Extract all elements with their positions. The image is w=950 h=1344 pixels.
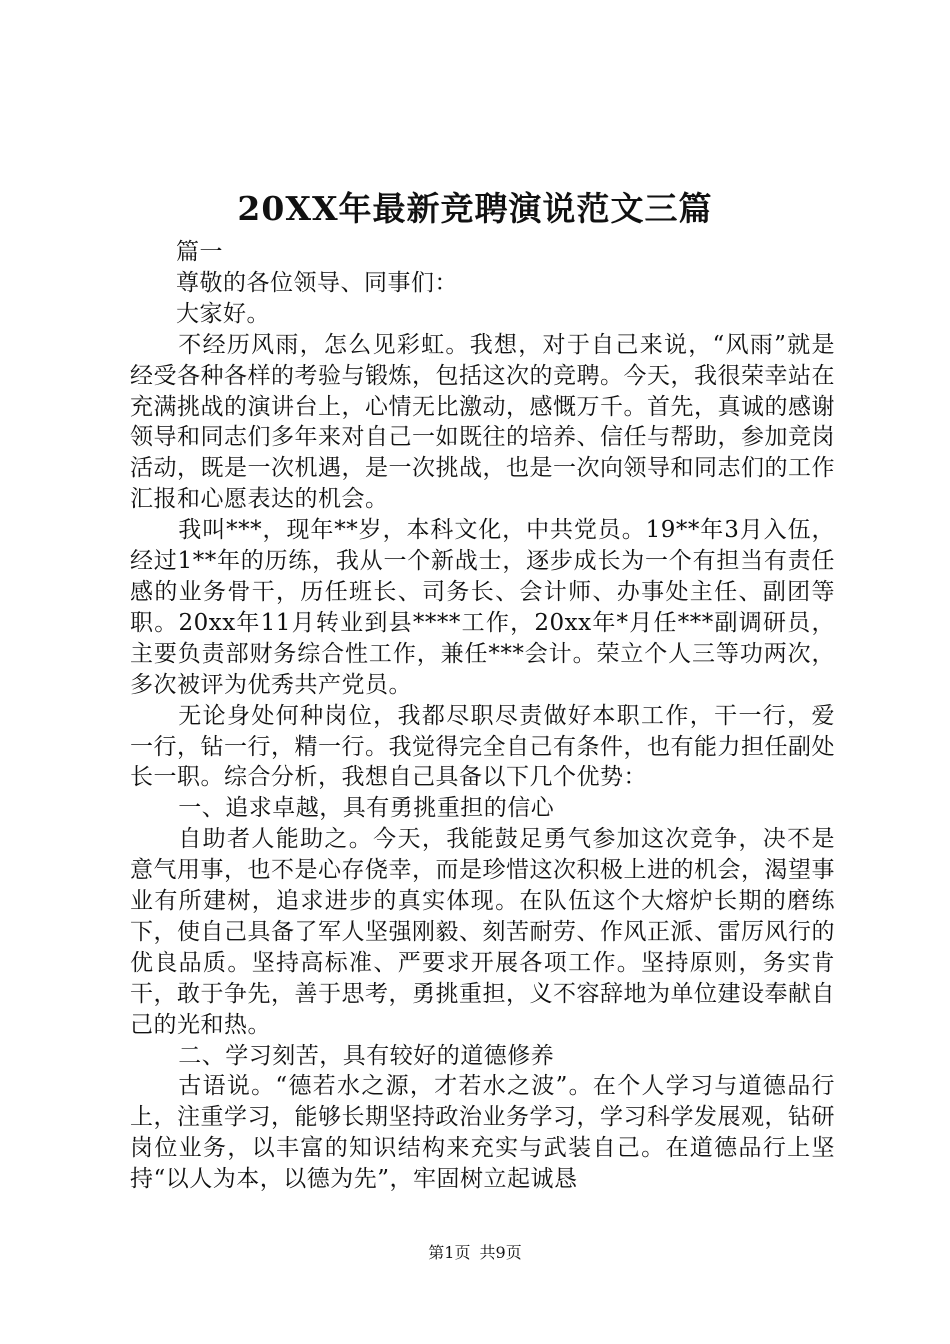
section-heading: 一、追求卓越，具有勇挑重担的信心 (178, 795, 555, 822)
salutation: 尊敬的各位领导、同事们： (176, 269, 458, 296)
body-paragraph: 无论身处何种岗位，我都尽职尽责做好本职工作，干一行，爱一行，钻一行，精一行。我觉得完全自己有条件，也有能力担任副处长一职。综合分析，我想自己具备以下几个优势： (130, 702, 835, 791)
greeting: 大家好。 (176, 300, 270, 327)
page-footer (0, 1242, 950, 1264)
body-paragraph: 自助者人能助之。今天，我能鼓足勇气参加这次竞争，决不是意气用事，也不是心存侥幸，而是珍惜这次积极上进的机会，渴望事业有所建树，追求进步的真实体现。在队伍这个大熔炉长期的磨练下，使自己具备了军人坚强刚毅、刻苦耐劳、作风正派、雷厉风行的优良品质。坚持高标准、严要求开展各项工作。坚持原则，务实肯干，敢于争先，善于思考，勇挑重担，义不容辞地为单位建设奉献自己的光和热。 (130, 826, 835, 1038)
body-paragraph: 我叫***，现年**岁，本科文化，中共党员。19**年3月入伍，经过1**年的历练，我从一个新战士，逐步成长为一个有担当有责任感的业务骨干，历任班长、司务长、会计师、办事处主任、副团等职。20xx年11月转业到县****工作，20xx年*月任***副调研员，主要负责部财务综合性工作，兼任***会计。荣立个人三等功两次，多次被评为优秀共产党员。 (130, 517, 835, 698)
body-paragraph: 不经历风雨，怎么见彩虹。我想，对于自己来说，“风雨”就是经受各种各样的考验与锻炼，包括这次的竞聘。今天，我很荣幸站在充满挑战的演讲台上，心情无比激动，感慨万千。首先，真诚的感谢领导和同志们多年来对自己一如既往的培养、信任与帮助，参加竞岗活动，既是一次机遇，是一次挑战，也是一次向领导和同志们的工作汇报和心愿表达的机会。 (130, 331, 835, 513)
section-heading: 二、学习刻苦，具有较好的道德修养 (178, 1042, 555, 1069)
body-paragraph: 古语说。“德若水之源，才若水之波”。在个人学习与道德品行上，注重学习，能够长期坚持政治业务学习，学习科学发展观，钻研岗位业务，以丰富的知识结构来充实与武装自己。在道德品行上坚持“以人为本，以德为先”，牢固树立起诚恳 (130, 1073, 835, 1193)
document-body (130, 237, 835, 1195)
page-number: 第1页 (428, 1243, 471, 1262)
page-total: 共9页 (479, 1243, 522, 1262)
document-title: 20XX年最新竞聘演说范文三篇 (237, 189, 713, 228)
section-label: 篇一 (176, 239, 223, 265)
